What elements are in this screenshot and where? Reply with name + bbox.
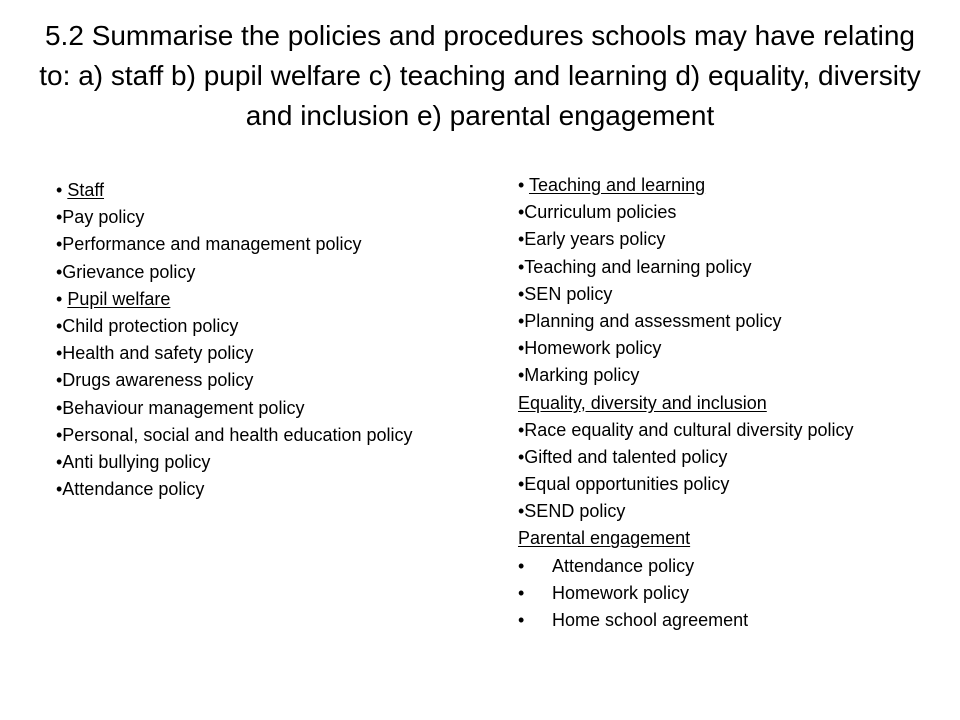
list-item: •Behaviour management policy [56, 397, 305, 418]
welfare-heading-line: • Pupil welfare [56, 288, 171, 309]
list-item: •Grievance policy [56, 261, 196, 282]
list-item: •Attendance policy [56, 479, 205, 500]
teaching-heading-line: • Teaching and learning [518, 175, 706, 195]
list-item: •Curriculum policies [518, 202, 677, 223]
list-item: •Health and safety policy [56, 343, 254, 364]
list-item: •Gifted and talented policy [518, 446, 728, 467]
list-item [518, 607, 938, 634]
list-item-label: Home school agreement [552, 610, 749, 630]
list-item: •SEN policy [518, 283, 613, 304]
list-item: •Personal, social and health education policy [56, 424, 413, 445]
slide-title: 5.2 Summarise the policies and procedures schools may have relating to: a) staff b) pupil welfare c) teaching and learning d) equality, diversity and inclusion e) parental engagement [39, 20, 921, 131]
list-item: •Performance and management policy [56, 234, 362, 255]
list-item [518, 580, 938, 607]
list-item: •Planning and assessment policy [518, 310, 782, 331]
bullet-icon: • [518, 610, 525, 630]
list-item: •Anti bullying policy [56, 451, 211, 472]
list-item-label: Homework policy [552, 582, 690, 603]
list-item: •Drugs awareness policy [56, 370, 254, 391]
list-item: •Child protection policy [56, 315, 239, 336]
list-item: •Pay policy [56, 207, 145, 228]
list-item: •Equal opportunities policy [518, 474, 730, 495]
staff-heading: Staff [67, 180, 105, 200]
bullet-icon: • [518, 555, 525, 576]
right-column [518, 172, 938, 634]
pupil-welfare-heading: Pupil welfare [67, 288, 171, 309]
list-item: •Homework policy [518, 338, 662, 359]
parental-engagement-heading: Parental engagement [518, 528, 691, 549]
list-item: •Teaching and learning policy [518, 256, 752, 277]
equality-heading: Equality, diversity and inclusion [518, 392, 767, 413]
list-item: •Early years policy [518, 229, 666, 250]
left-column [56, 177, 486, 503]
list-item: •SEND policy [518, 501, 626, 522]
list-item-label: Attendance policy [552, 555, 695, 576]
staff-heading-line: • Staff [56, 180, 105, 200]
list-item: •Race equality and cultural diversity policy [518, 419, 854, 440]
bullet-icon: • [518, 582, 525, 603]
list-item [518, 553, 938, 580]
list-item: •Marking policy [518, 365, 640, 386]
teaching-learning-heading: Teaching and learning [528, 175, 706, 195]
